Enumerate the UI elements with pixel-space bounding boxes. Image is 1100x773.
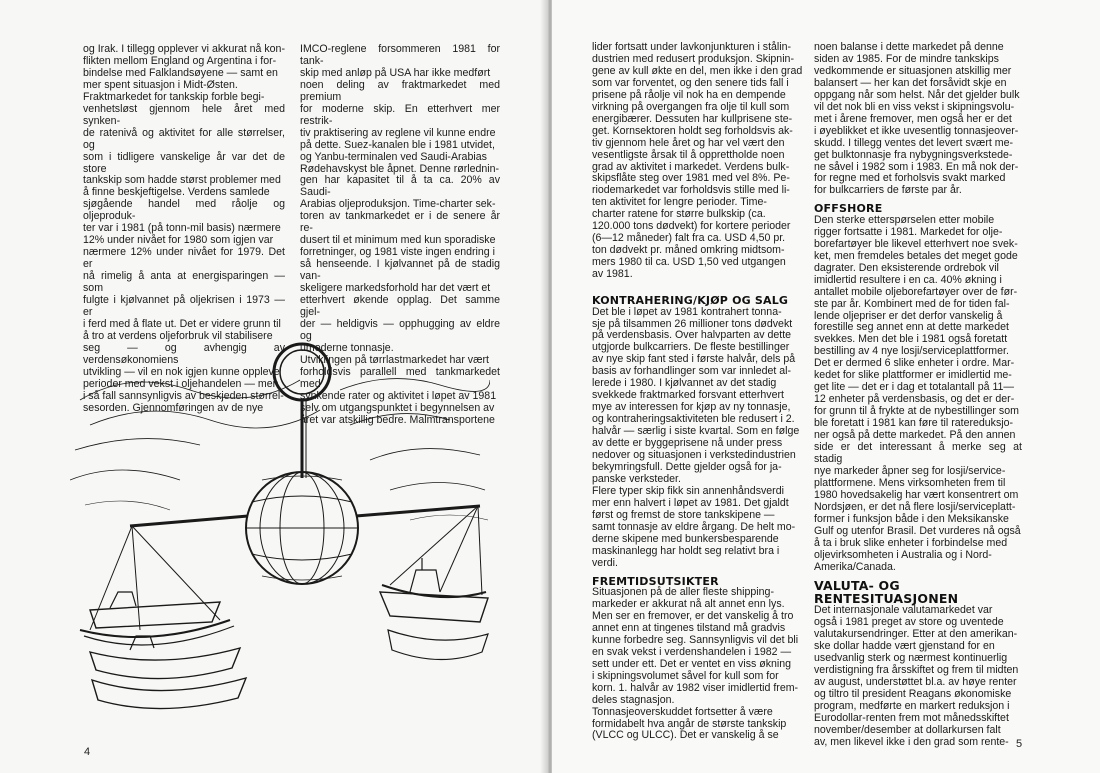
heading-fremtidsutsikter: FREMTIDSUTSIKTER [592,574,719,588]
left-page-number: 4 [84,746,91,758]
valuta-text: Det internasjonale valutamarkedet var også i 1981 preget av store og uventede valutakursendringer. Etter at den amerikan- ske dollar hadde vært gjenstand for en usedvanlig sterk og nærmest kontinuerlig verdistigning fra årsskiftet og frem til midten av august, understøttet bl.a. av høye renter og tiltro til president Reagans økonomiske program, medførte en markert reduksjon i Eurodollar-renten frem mot månedsskiftet november/desember at dollarkursen falt av, men likevel ikke i den grad som rente- [814,604,1019,748]
left-column-1-text: og Irak. I tillegg opplever vi akkurat nå kon- flikten mellom England og Argentina i for- bindelse med Falklandsøyene — samt en mer spent situasjon i Midt-Østen. Fraktmarkedet for tankskip forble begi- venhetsløst gjennom hele året med synken- de ratenivå og aktivitet for alle størrelser, og som i tidligere vanskelige år var det de store tankskip som hadde størst problemer med å finne beskjeftigelse. Verdens samlede sjøgående handel med råolje og oljeproduk- ter var i 1981 (på tonn-mil basis) nærmere 12% under nivået for 1980 som igjen var nærmere 12% under nivået for 1979. Det er nå rimelig å anta at energisparingen — som fulgte i kjølvannet på oljekrisen i 1973 — er i ferd med å flate ut. Det er videre grunn til å tro at verdens oljeforbruk vil stabilisere seg — og avhengig av verdensøkonomiens utvikling — vil en nok igjen kunne oppleve perioder med vekst i oljehandelen — men i så fall sannsynligvis av beskjeden størrel- sesorden. Gjennomføringen av de nye [83,43,285,414]
right-page-number: 5 [1016,738,1023,750]
offshore-text: Den sterke etterspørselen etter mobile rigger fortsatte i 1981. Markedet for olje- borefartøyer ble likevel etterhvert noe svek- ket, men fremdeles betales det meget gode dagrater. Den eksisterende ordrebok vil imidlertid resultere i en ca. 40% økning i antallet mobile oljeborefartøyer over de før- ste par år. Kombinert med de for tiden fal- lende oljepriser er det derfor vanskelig å forestille seg annet enn at dette markedet svekkes. Men det ble i 1981 også foretatt bestilling av 4 nye losji/serviceplattformer. Det er dermed 6 slike enheter i ordre. Mar- kedet for slike plattformer er imidlertid me- get lite — det er i dag et totalantall på 11— 12 enheter på verdensbasis, og det er der- for grunn til å frykte at de nybestillinger som ble foretatt i 1981 kan føre til ratereduksjo- ner også på dette markedet. På den annen side er det interessant å merke seg at stadig nye markeder åpner seg for losji/service- plattformene. Mens virksomheten frem til 1980 hovedsakelig har vært konsentrert om Nordsjøen, er det nå flere losji/serviceplatt- former i funksjon både i den Meksikanske Gulf og utenfor Brasil. Det vurderes nå også å ta i bruk slike enheter i forbindelse med oljevirksomheten i Australia og i Nord- Amerika/Canada. [814,213,1022,573]
left-column-2-text: IMCO-reglene forsommeren 1981 for tank- skip med anløp på USA har ikke medført noen deling av fraktmarkedet med premium for moderne skip. En etterhvert mer restrik- tiv praktisering av reglene vil kunne endre på dette. Suez-kanalen ble i 1981 utvidet, og Yanbu-terminalen ved Saudi-Arabias Rødehavskyst ble åpnet. Denne rørlednin- gen har kapasitet til å ta ca. 20% av Saudi- Arabias oljeproduksjon. Time-charter sek- toren av tankmarkedet er i de senere år re- dusert til et minimum med kun sporadiske forretninger, og 1981 viste ingen endring i så henseende. I kjølvannet på de stadig van- skeligere markedsforhold har det vært et etterhvert økende opplag. Det samme gjel- der — heldigvis — opphugging av eldre og umoderne tonnasje. Utviklingen på tørrlastmarkedet har vært forholdsvis parallell med tankmarkedet med synkende rater og aktivitet i løpet av 1981 selv om utgangspunktet i begynnelsen av året var atskillig bedre. Malmtransportene [300,43,500,426]
heading-valuta-line-1: VALUTA- OG [814,578,900,594]
fremtidsutsikter-text: Situasjonen på de aller fleste shipping- markeder er akkurat nå alt annet enn lys. Men ser en fremover, er det vanskelig å tro annet enn at tingenes tilstand må gradvis kunne forbedre seg. Sannsynligvis vil det bli en svak vekst i verdenshandelen i 1982 — sett under ett. Det er ventet en viss økning i skipningsvolumet såvel for kull som for korn. 1. halvår av 1982 viser imidlertid frem- deles stagnasjon. Tonnasjeoverskuddet fortsetter å være formidabelt hva angår de største tankskip (VLCC og ULCC). Det er vanskelig å se [592,586,799,742]
kontrahering-text: Det ble i løpet av 1981 kontrahert tonna- sje på tilsammen 26 millioner tons dødvekt på verdensbasis. Over halvparten av dette utgjorde bulkcarriers. De fleste bestillinger av nye skip fant sted i første halvår, dels på basis av forhandlinger som var innledet al- lerede i 1980. I kjølvannet av det stadig svekkede fraktmarked forsvant etterhvert mye av interessen for kjøp av ny tonnasje, og kontraheringsaktiviteten ble redusert i 2. halvår — særlig i siste kvartal. Som en følge av dette er byggeprisene nå under press nedover og situasjonen i verkstedindustrien bekymringsfull. Dette gjelder også for ja- panske verksteder. Flere typer skip fikk sin annenhåndsverdi mer enn halvert i løpet av 1981. Det gjaldt først og fremst de store tankskipene — samt tonnasje av eldre årgang. De helt mo- derne skipene med bunkersbesparende maskinanlegg har holdt seg relativt bra i verdi. [592,305,800,569]
right-column-2 [814,42,1022,749]
heading-offshore: OFFSHORE [814,202,883,216]
right-column-2-intro: noen balanse i dette markedet på denne siden av 1985. For de mindre tankskips vedkommende er situasjonen atskillig mer balansert — her kan det forsåvidt skje en oppgang når som helst. Når det gjelder bulk vil det nok bli en viss vekst i skipningsvolu- met i årene fremover, men også her er det i øyeblikket et ikke uvesentlig tonnasjeover- skudd. I tillegg ventes det levert svært me- get bulktonnasje fra nybygningsverkstede- ne såvel i 1982 som i 1983. En må nok der- for regne med et forholsvis svakt marked for bulkcarriers de første par år. [814,41,1020,197]
right-column-1-intro: lider fortsatt under lavkonjunkturen i stålin- dustrien med redusert produksjon. Skipnin- gene av kull økte en del, men ikke i den grad som var forventet, og den senere tids fall i prisene på råolje vil nok ha en dempende virkning på overgangen fra olje til kull som energibærer. Dessuten har kullprisene ste- get. Kornsektoren holdt seg forholdsvis ak- tiv gjennom hele året og har vel vært den vesentligste årsak til å opprettholde noen grad av aktivitet i markedet. Verdens bulk- skipsflåte steg over 1981 med vel 8%. Pe- riodemarkedet var forholdsvis stille med li- ten aktivitet for lengre perioder. Time- charter ratene for større bulkskip (ca. 120.000 tons dødvekt) for kortere perioder (6—12 måneder) falt fra ca. USD 4,50 pr. ton dødvekt pr. måned omkring midtsom- mers 1980 til ca. USD 1,50 ved utgangen av 1981. [592,41,803,281]
left-page [0,0,548,773]
right-page [552,0,1100,773]
balance-scale-illustration [70,330,490,730]
heading-valuta-line-2: RENTESITUASJONEN [814,591,959,607]
right-column-1 [592,42,804,742]
heading-kontrahering: KONTRAHERING/KJØP OG SALG [592,294,789,308]
